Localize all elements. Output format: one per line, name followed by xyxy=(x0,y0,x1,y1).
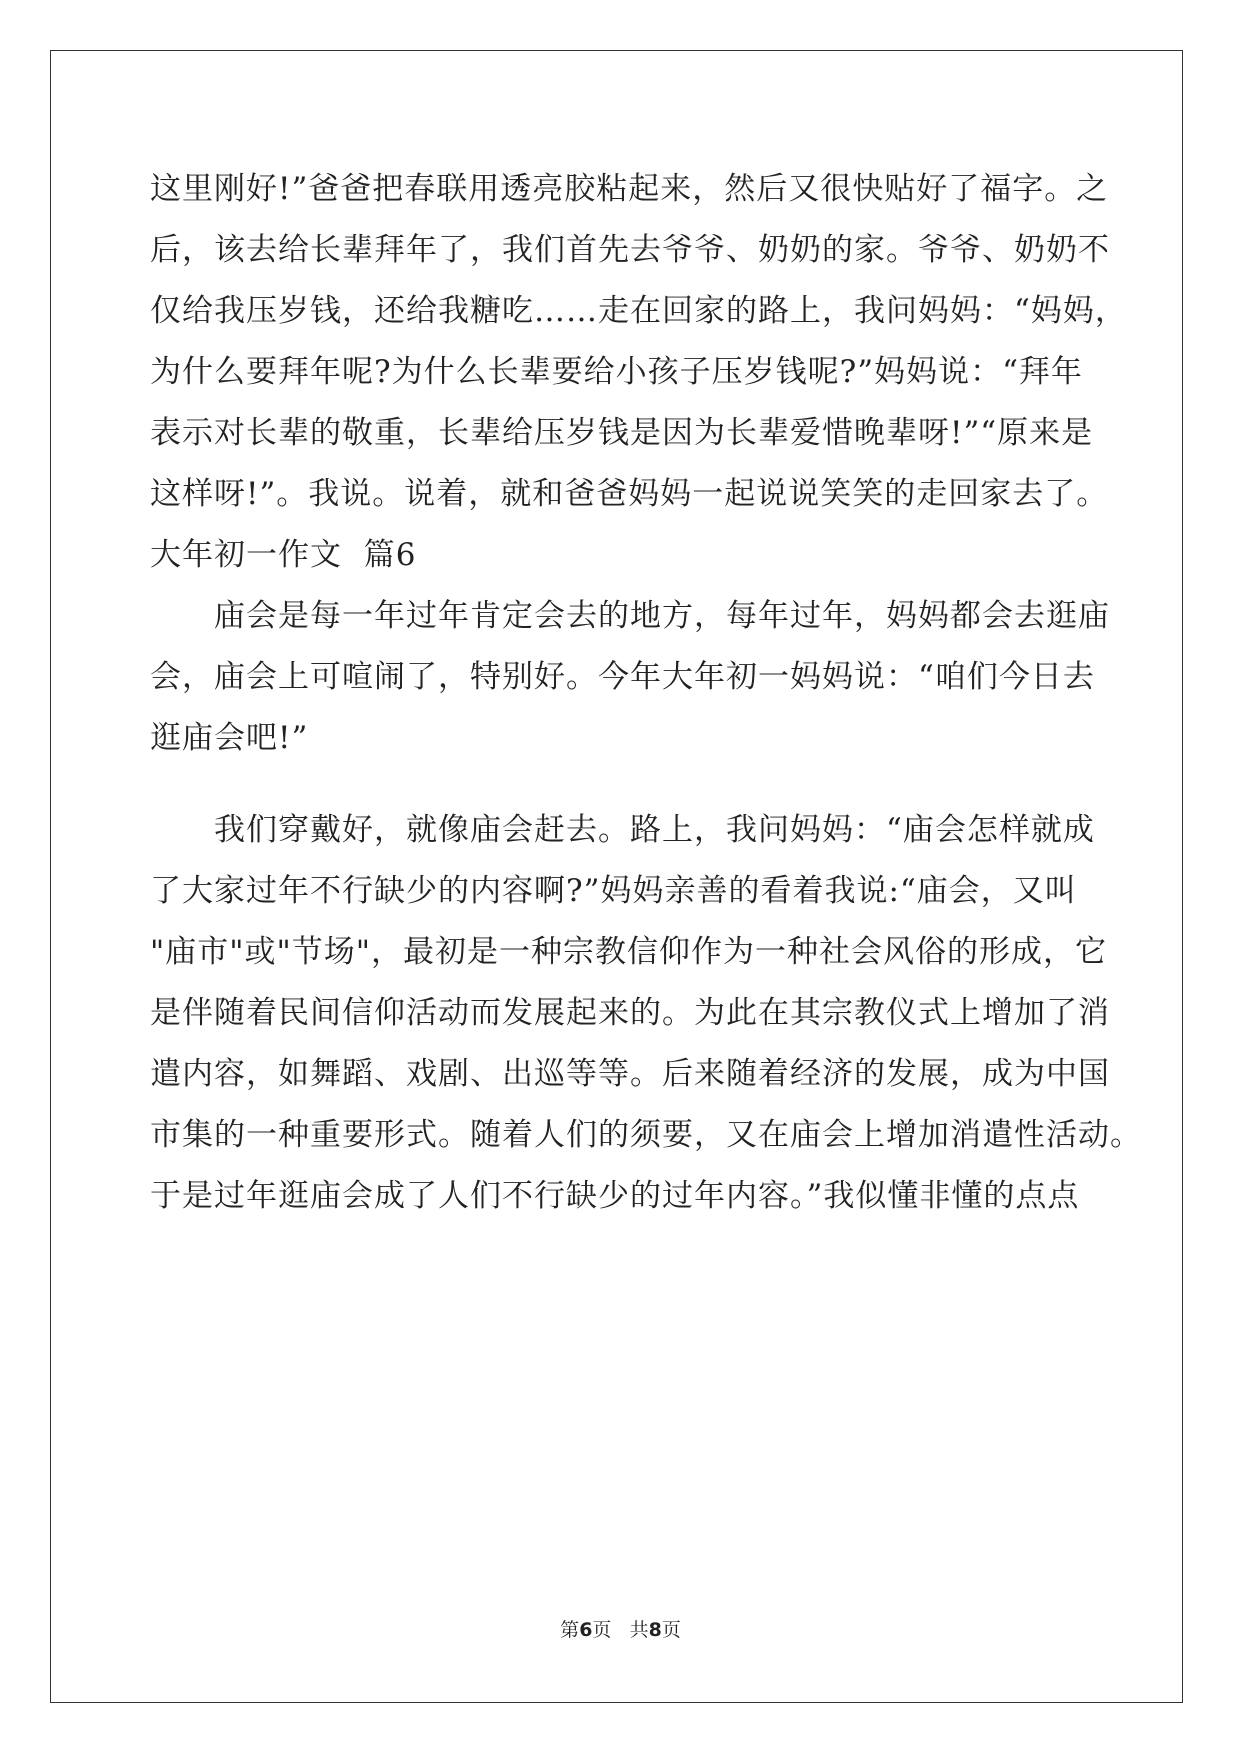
text-line: 我们穿戴好，就像庙会赶去。路上，我问妈妈：“庙会怎样就成 xyxy=(214,812,1095,848)
text-line: 这里刚好!”爸爸把春联用透亮胶粘起来，然后又很快贴好了福字。之 xyxy=(150,171,1109,207)
text-line: "庙市"或"节场"，最初是一种宗教信仰作为一种社会风俗的形成，它 xyxy=(150,934,1108,970)
text-line: 会，庙会上可喧闹了，特别好。今年大年初一妈妈说：“咱们今日去 xyxy=(150,659,1095,695)
text-line: 庙会是每一年过年肯定会去的地方，每年过年，妈妈都会去逛庙 xyxy=(214,598,1110,634)
total-page-number: 8 xyxy=(648,1619,662,1641)
section-heading: 大年初一作文 篇6 xyxy=(150,537,417,573)
footer-total-suffix: 页 xyxy=(661,1619,681,1641)
footer-total-prefix: 共 xyxy=(629,1619,649,1641)
text-line: 逛庙会吧!” xyxy=(150,720,309,756)
footer-page-word: 页 xyxy=(592,1619,612,1641)
page-footer xyxy=(0,1618,1241,1642)
footer-prefix: 第 xyxy=(560,1619,580,1641)
text-line: 这样呀!”。我说。说着，就和爸爸妈妈一起说说笑笑的走回家去了。 xyxy=(150,476,1109,512)
text-line: 为什么要拜年呢?为什么长辈要给小孩子压岁钱呢?”妈妈说：“拜年 xyxy=(150,354,1083,390)
paragraph-spacer xyxy=(150,769,1110,800)
text-line: 市集的一种重要形式。随着人们的须要，又在庙会上增加消遣性活动。 xyxy=(150,1117,1142,1153)
text-line: 了大家过年不行缺少的内容啊?”妈妈亲善的看着我说:“庙会，又叫 xyxy=(150,873,1077,909)
text-line: 表示对长辈的敬重，长辈给压岁钱是因为长辈爱惜晚辈呀!”“原来是 xyxy=(150,415,1094,451)
document-body xyxy=(150,159,1142,1227)
text-line: 于是过年逛庙会成了人们不行缺少的过年内容。”我似懂非懂的点点 xyxy=(150,1178,1080,1214)
text-line: 仅给我压岁钱，还给我糖吃……走在回家的路上，我问妈妈：“妈妈， xyxy=(150,293,1127,329)
current-page-number: 6 xyxy=(579,1619,593,1641)
text-line: 遣内容，如舞蹈、戏剧、出巡等等。后来随着经济的发展，成为中国 xyxy=(150,1056,1110,1092)
text-line: 后，该去给长辈拜年了，我们首先去爷爷、奶奶的家。爷爷、奶奶不 xyxy=(150,232,1110,268)
text-line: 是伴随着民间信仰活动而发展起来的。为此在其宗教仪式上增加了消 xyxy=(150,995,1110,1031)
